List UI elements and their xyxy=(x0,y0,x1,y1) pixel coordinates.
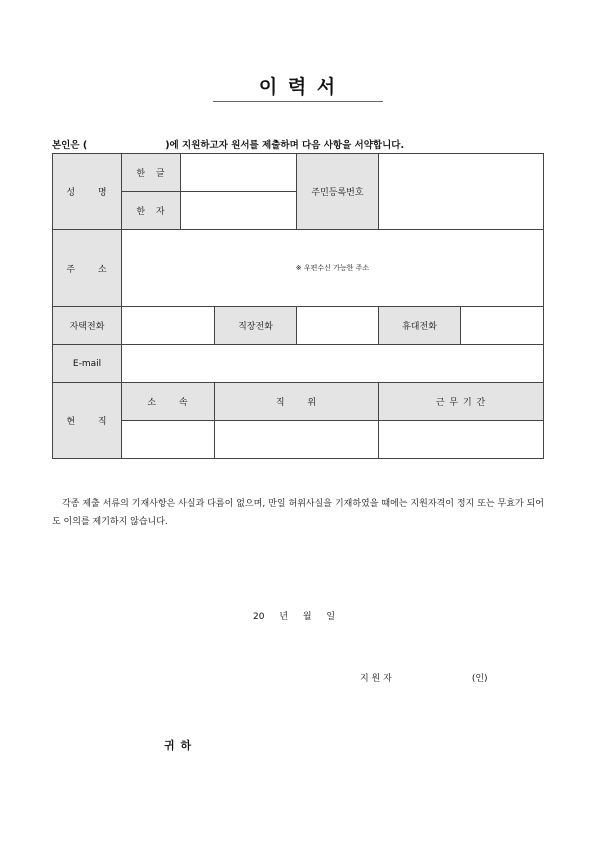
document-title: 이 력 서 xyxy=(258,76,338,98)
mobile-phone-field[interactable] xyxy=(461,307,544,345)
declaration-statement: 각종 제출 서류의 기재사항은 사실과 다름이 없으며, 만일 허위사실을 기재하였을 때에는 지원자격이 정지 또는 무효가 되어도 이의를 제기하지 않습니다. xyxy=(52,499,544,527)
address-field[interactable] xyxy=(122,230,544,307)
work-period-label: 근 무 기 간 xyxy=(379,383,544,421)
current-job-label: 현 직 xyxy=(53,383,122,459)
addressee: 귀 하 xyxy=(164,739,192,752)
intro-sentence xyxy=(52,137,552,151)
resident-id-field[interactable] xyxy=(379,154,544,230)
date-line: 20 년 월 일 xyxy=(253,612,336,622)
work-phone-field[interactable] xyxy=(297,307,379,345)
email-label: E-mail xyxy=(53,345,122,383)
name-label: 성 명 xyxy=(53,154,122,230)
resume-form-table xyxy=(52,153,544,459)
work-period-field[interactable] xyxy=(379,421,544,459)
applicant-label: 지 원 자 xyxy=(360,674,392,684)
position-field[interactable] xyxy=(215,421,379,459)
affiliation-field[interactable] xyxy=(122,421,215,459)
address-label: 주 소 xyxy=(53,230,122,307)
korean-name-field[interactable] xyxy=(181,154,297,192)
hanja-name-label: 한 자 xyxy=(122,192,181,230)
intro-suffix: )에 지원하고자 원서를 제출하며 다음 사항을 서약합니다. xyxy=(165,140,405,151)
hanja-name-field[interactable] xyxy=(181,192,297,230)
home-phone-field[interactable] xyxy=(122,307,215,345)
mobile-phone-label: 휴대전화 xyxy=(379,307,461,345)
seal-label: (인) xyxy=(471,674,488,684)
home-phone-label: 자택전화 xyxy=(53,307,122,345)
title-underline xyxy=(213,101,383,102)
position-label: 직 위 xyxy=(215,383,379,421)
email-field[interactable] xyxy=(122,345,544,383)
affiliation-label: 소 속 xyxy=(122,383,215,421)
resident-id-label: 주민등록번호 xyxy=(297,154,379,230)
korean-name-label: 한 글 xyxy=(122,154,181,192)
address-note: ※ 우편수신 가능한 주소 xyxy=(295,264,370,272)
applicant-signature-line xyxy=(360,671,488,684)
intro-prefix: 본인은 ( xyxy=(52,140,88,151)
work-phone-label: 직장전화 xyxy=(215,307,297,345)
